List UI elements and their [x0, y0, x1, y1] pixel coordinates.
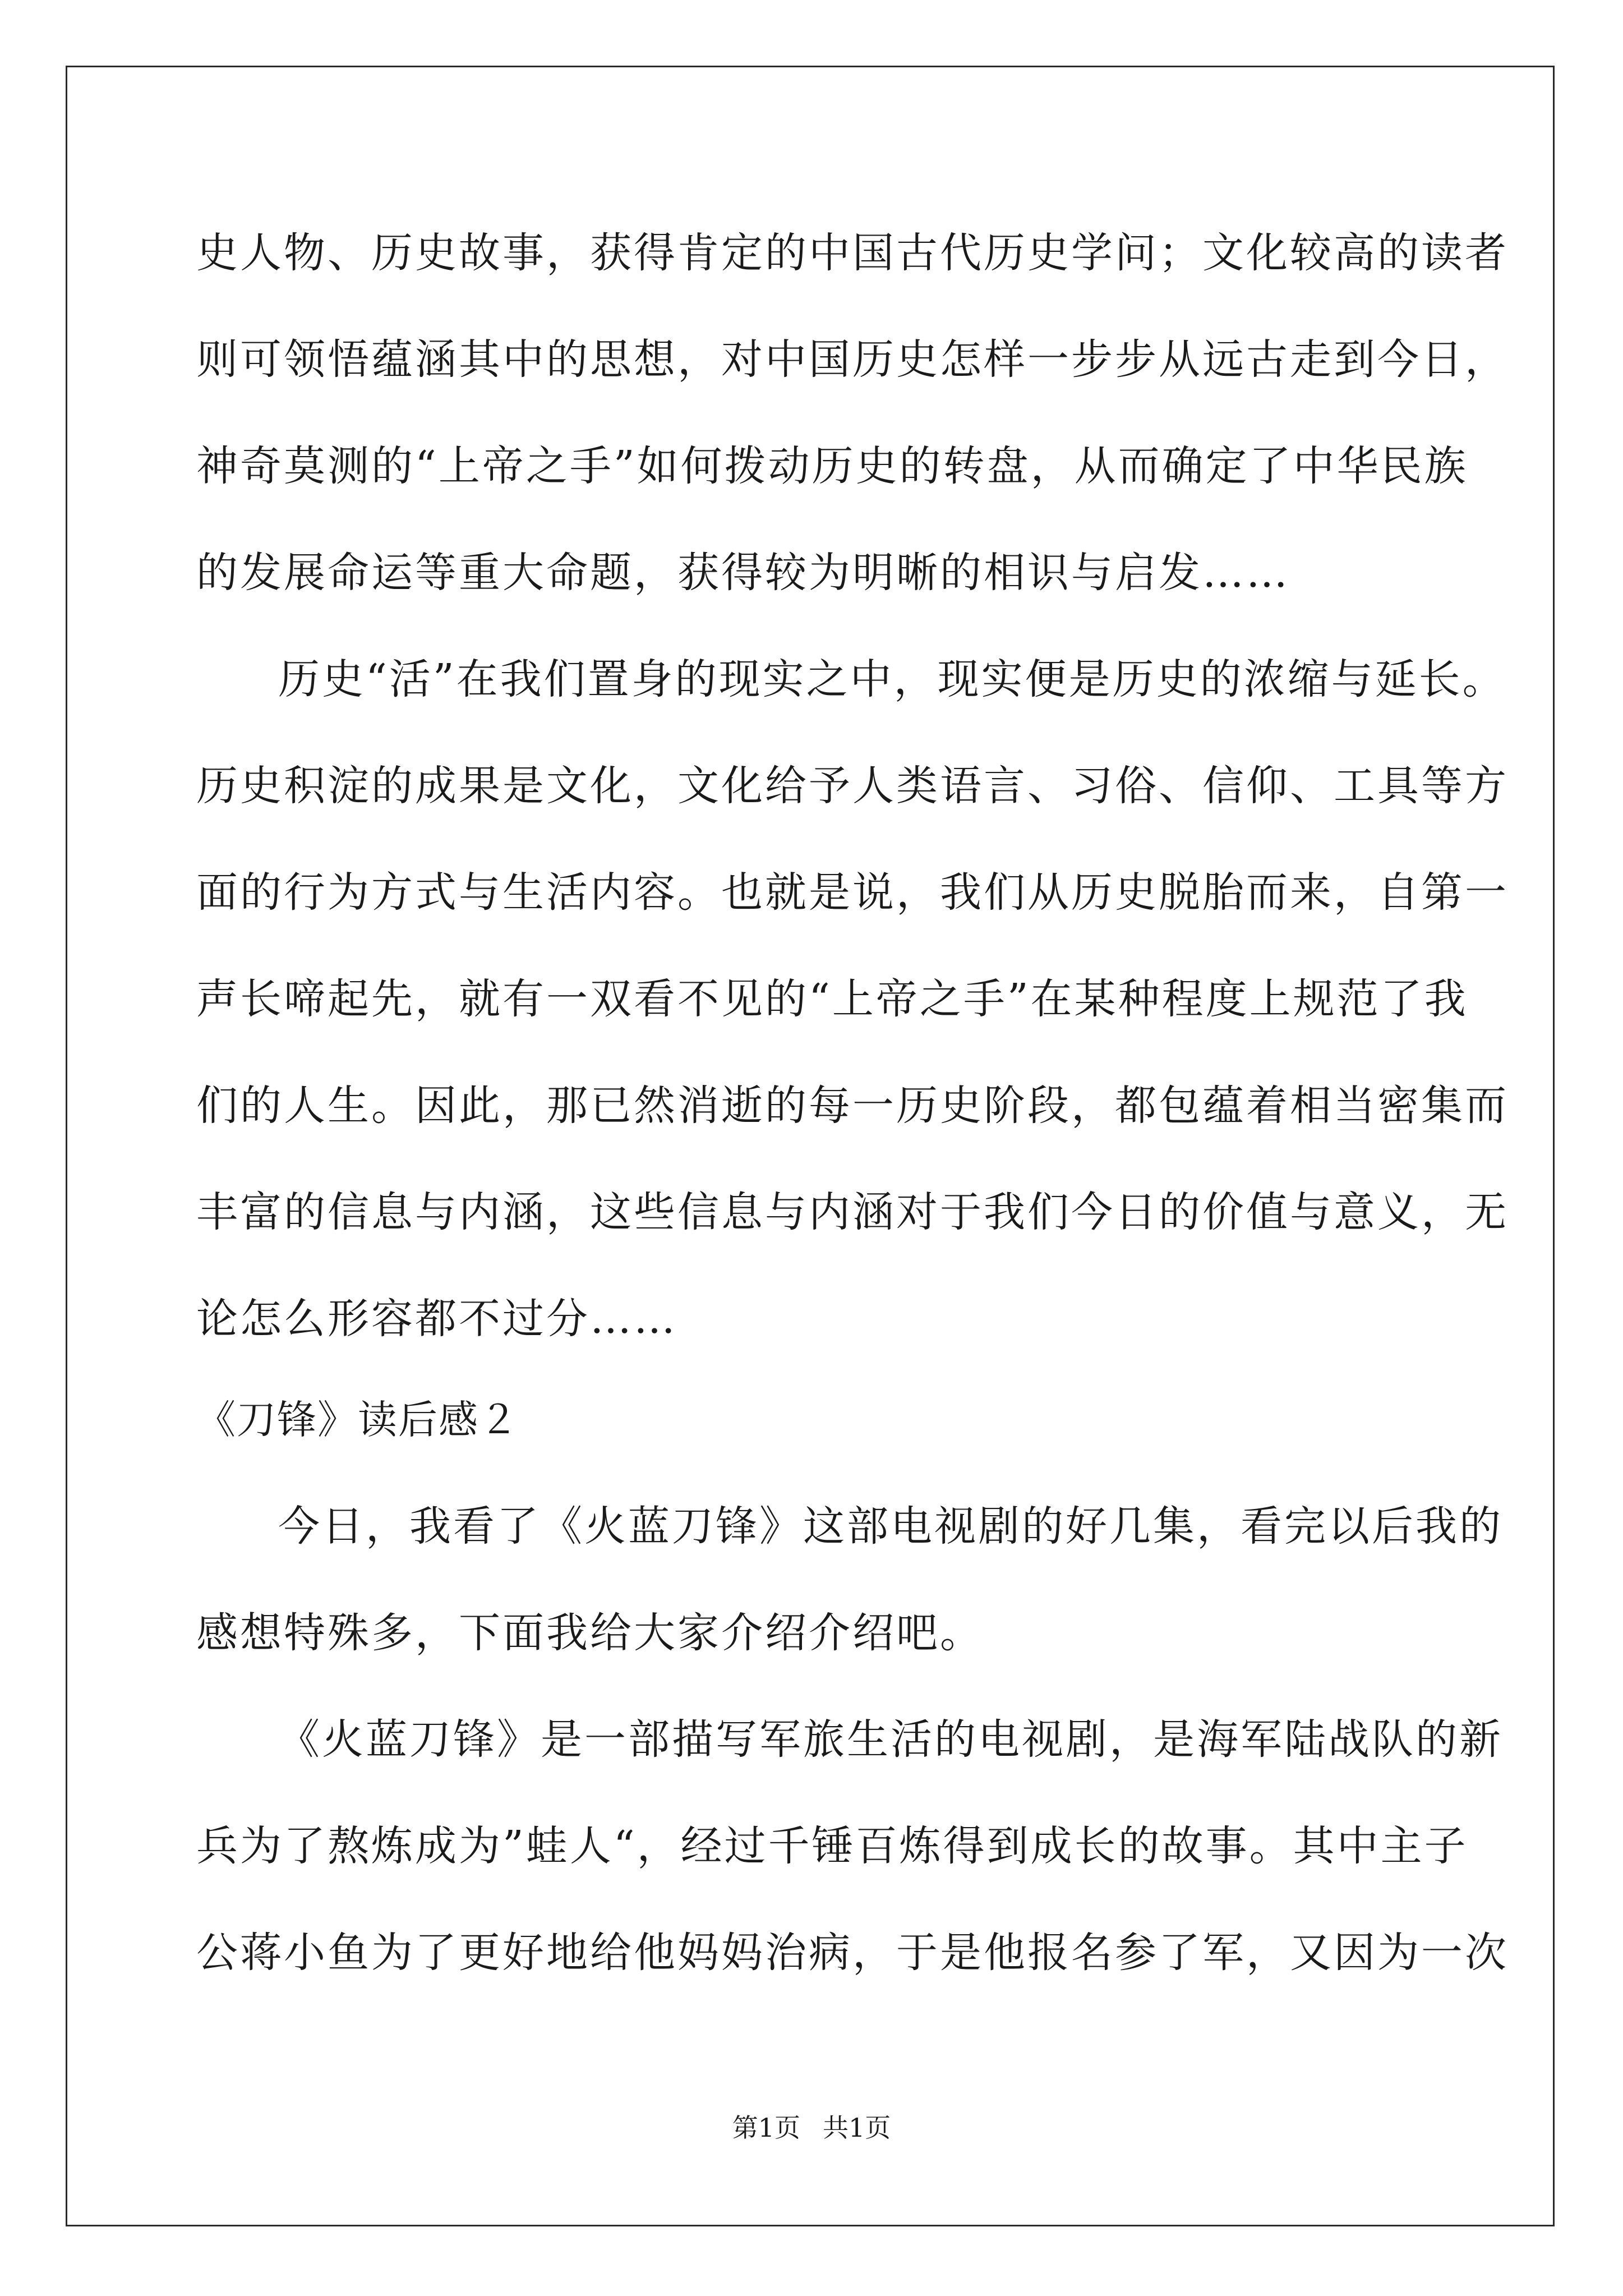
text-line-3: 神奇莫测的“上帝之手”如何拨动历史的转盘，从而确定了中华民族 — [196, 442, 1468, 490]
page-border — [66, 66, 1555, 2226]
text-line-2: 则可领悟蕴涵其中的思想，对中国历史怎样一步步从远古走到今日， — [196, 335, 1509, 384]
text-line-17: 公蒋小鱼为了更好地给他妈妈治病，于是他报名参了军，又因为一次 — [196, 1929, 1509, 1977]
text-line-9: 们的人生。因此，那已然消逝的每一历史阶段，都包蕴着相当密集而 — [196, 1082, 1509, 1130]
page-footer — [0, 2115, 1623, 2141]
section-heading: 《刀锋》读后感２ — [196, 1397, 519, 1443]
text-line-14: 感想特殊多，下面我给大家介绍介绍吧。 — [196, 1609, 984, 1657]
text-line-1: 史人物、历史故事，获得肯定的中国古代历史学问；文化较高的读者 — [196, 229, 1509, 277]
text-line-10: 丰富的信息与内涵，这些信息与内涵对于我们今日的价值与意义，无 — [196, 1188, 1509, 1236]
text-line-6: 历史积淀的成果是文化，文化给予人类语言、习俗、信仰、工具等方 — [196, 762, 1509, 810]
text-line-8: 声长啼起先，就有一双看不见的“上帝之手”在某种程度上规范了我 — [196, 975, 1468, 1023]
paragraph-start-line: 《火蓝刀锋》是一部描写军旅生活的电视剧，是海军陆战队的新 — [278, 1715, 1503, 1764]
paragraph-start-line: 历史“活”在我们置身的现实之中，现实便是历史的浓缩与延长。 — [278, 655, 1506, 703]
text-line-16: 兵为了熬炼成为”蛙人“，经过千锤百炼得到成长的故事。其中主子 — [196, 1822, 1468, 1870]
text-line-11: 论怎么形容都不过分…… — [196, 1295, 677, 1343]
paragraph-start-line: 今日，我看了《火蓝刀锋》这部电视剧的好几集，看完以后我的 — [278, 1502, 1503, 1550]
page-total: 共1页 — [823, 2113, 891, 2143]
page-number: 第1页 — [732, 2113, 800, 2143]
text-line-4: 的发展命运等重大命题，获得较为明晰的相识与启发…… — [196, 549, 1290, 597]
text-line-7: 面的行为方式与生活内容。也就是说，我们从历史脱胎而来，自第一 — [196, 868, 1509, 917]
